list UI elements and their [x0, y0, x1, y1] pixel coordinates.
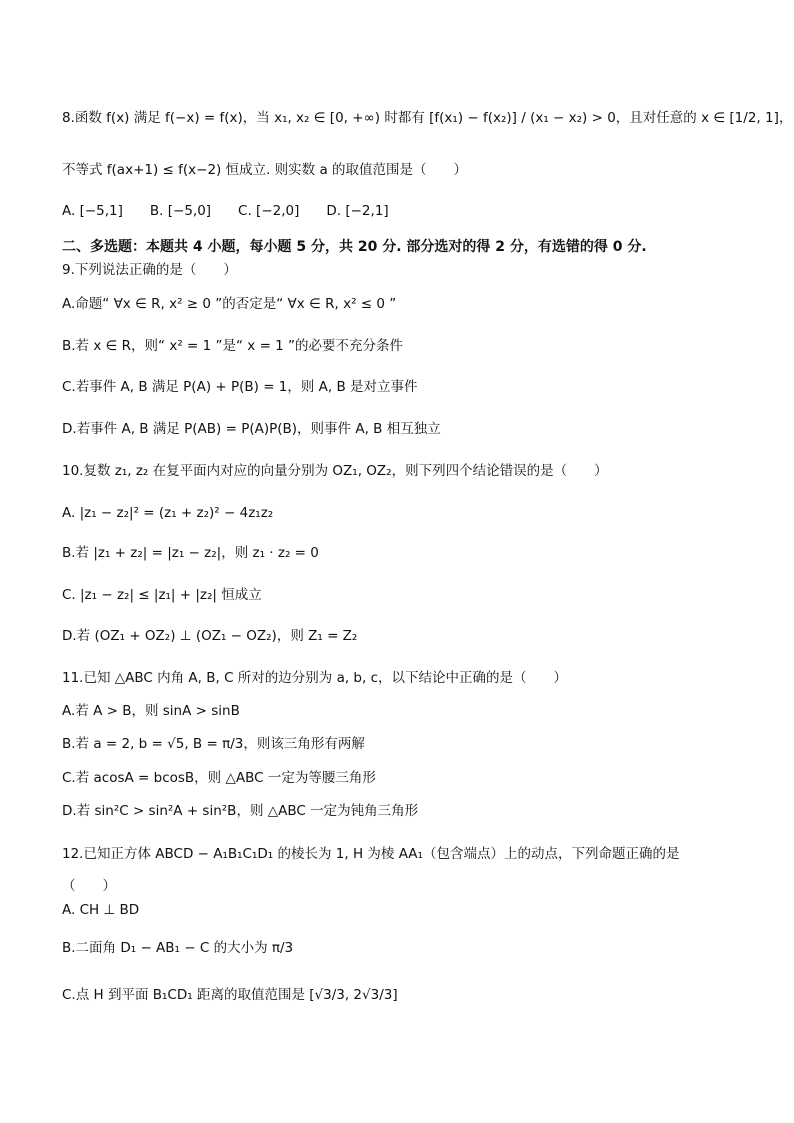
q11-option-a: A.若 A > B，则 sinA > sinB: [62, 703, 240, 719]
q9-stem: 9.下列说法正确的是（ ）: [62, 262, 237, 278]
q9-option-c: C.若事件 A, B 满足 P(A) + P(B) = 1，则 A, B 是对立事件: [62, 379, 418, 395]
q8-line1: 8.函数 f(x) 满足 f(−x) = f(x)，当 x₁, x₂ ∈ [0, +∞) 时都有 [f(x₁) − f(x₂)] / (x₁ − x₂) > 0，且对任意的 x ∈ [1/2, 1]，: [62, 110, 793, 126]
q11-option-b: B.若 a = 2, b = √5, B = π/3，则该三角形有两解: [62, 736, 365, 752]
q8-line2: 不等式 f(ax+1) ≤ f(x−2) 恒成立. 则实数 a 的取值范围是（ ）: [62, 162, 468, 178]
q9-option-d: D.若事件 A, B 满足 P(AB) = P(A)P(B)，则事件 A, B 相互独立: [62, 421, 441, 437]
q10-option-b: B.若 |z₁ + z₂| = |z₁ − z₂|，则 z₁ · z₂ = 0: [62, 545, 319, 561]
q11-option-d: D.若 sin²C > sin²A + sin²B，则 △ABC 一定为钝角三角形: [62, 803, 419, 819]
q12-paren: （ ）: [62, 878, 116, 894]
q12-stem: 12.已知正方体 ABCD − A₁B₁C₁D₁ 的棱长为 1, H 为棱 AA₁（包含端点）上的动点，下列命题正确的是: [62, 846, 680, 862]
q12-option-c: C.点 H 到平面 B₁CD₁ 距离的取值范围是 [√3/3, 2√3/3]: [62, 987, 398, 1003]
q9-option-b: B.若 x ∈ R，则“ x² = 1 ”是“ x = 1 ”的必要不充分条件: [62, 338, 404, 354]
q10-option-a: A. |z₁ − z₂|² = (z₁ + z₂)² − 4z₁z₂: [62, 505, 274, 521]
q10-stem: 10.复数 z₁, z₂ 在复平面内对应的向量分别为 OZ₁, OZ₂，则下列四个结论错误的是（ ）: [62, 463, 608, 479]
q12-option-b: B.二面角 D₁ − AB₁ − C 的大小为 π/3: [62, 940, 294, 956]
q11-stem: 11.已知 △ABC 内角 A, B, C 所对的边分别为 a, b, c，以下结论中正确的是（ ）: [62, 670, 568, 686]
q10-option-d: D.若 (OZ₁ + OZ₂) ⊥ (OZ₁ − OZ₂)，则 Z₁ = Z₂: [62, 628, 358, 644]
q10-option-c: C. |z₁ − z₂| ≤ |z₁| + |z₂| 恒成立: [62, 587, 262, 603]
section-multi-choice-heading: 二、多选题：本题共 4 小题，每小题 5 分，共 20 分. 部分选对的得 2 分，有选错的得 0 分.: [62, 239, 647, 255]
q12-option-a: A. CH ⊥ BD: [62, 902, 140, 918]
q9-option-a: A.命题“ ∀x ∈ R, x² ≥ 0 ”的否定是“ ∀x ∈ R, x² ≤ 0 ”: [62, 296, 397, 312]
q11-option-c: C.若 acosA = bcosB，则 △ABC 一定为等腰三角形: [62, 770, 376, 786]
q8-options: A. [−5,1] B. [−5,0] C. [−2,0] D. [−2,1]: [62, 203, 389, 219]
